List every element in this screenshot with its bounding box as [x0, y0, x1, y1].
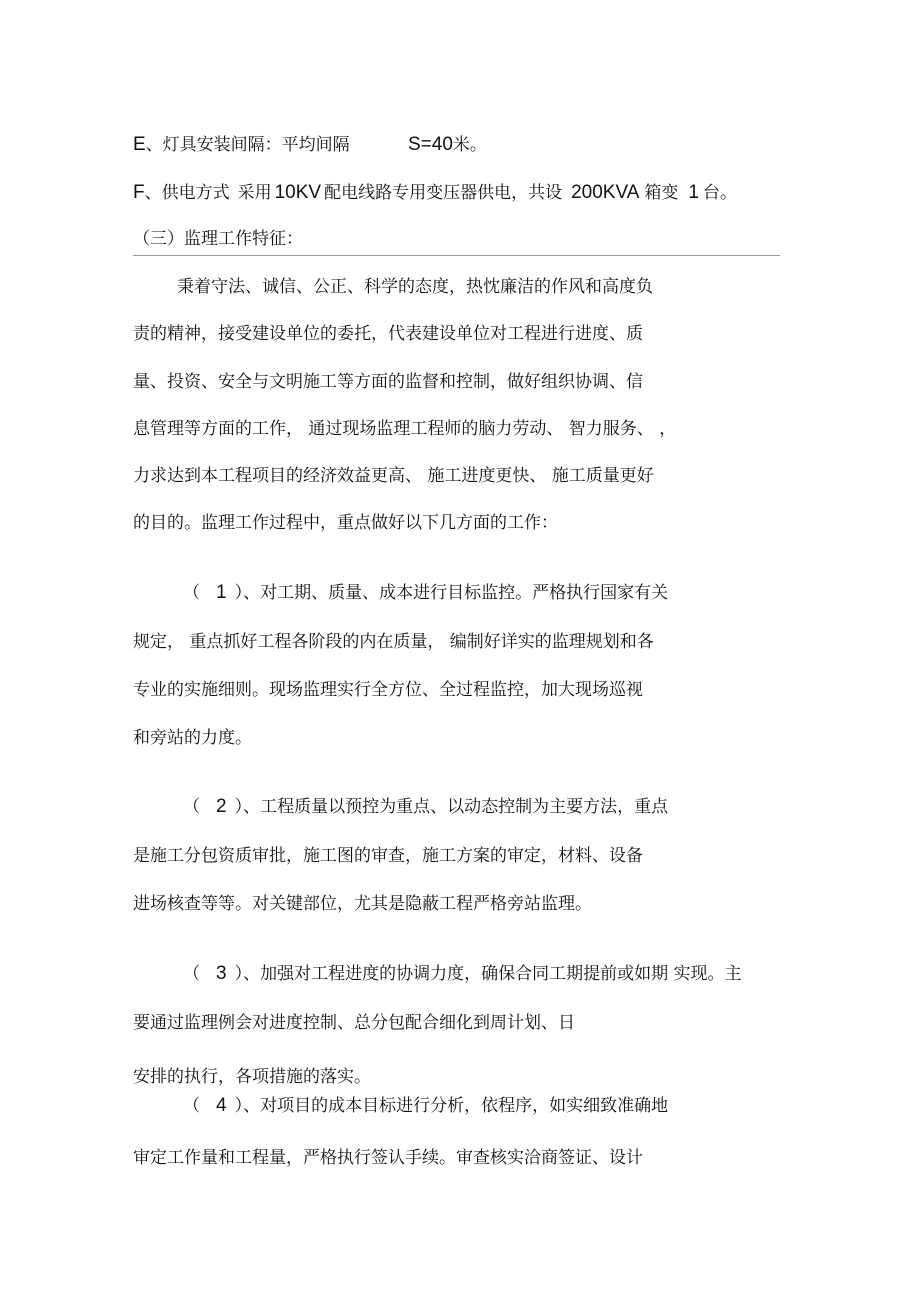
spec-f-text-2: 采用	[237, 183, 272, 203]
spec-f-capacity: 200KVA	[571, 182, 640, 203]
spec-f-text-1: 、供电方式	[144, 183, 230, 203]
item-3-close-paren: ）	[234, 964, 244, 984]
item-3-number: 3	[216, 963, 227, 984]
item-2-line-2: 是施工分包资质审批，施工图的审查，施工方案的审定，材料、设备	[133, 846, 643, 866]
item-1-close-paren: ）	[234, 583, 244, 603]
item-1-line-4: 和旁站的力度。	[133, 728, 252, 748]
item-1-first-text: 、对工期、质量、成本进行目标监控。严格执行国家有关	[243, 583, 669, 603]
spec-e-value: S=40	[408, 134, 453, 155]
spec-f-label: F	[133, 182, 145, 203]
section-heading: （三）监理工作特征：	[133, 229, 303, 249]
item-2-close-paren: ）	[234, 797, 244, 817]
intro-line-5: 力求达到本工程项目的经济效益更高、 施工进度更快、 施工质量更好	[133, 466, 654, 486]
spec-e-unit: 米。	[452, 135, 487, 155]
item-3-first-line	[183, 963, 741, 985]
spec-f-text-3: 配电线路专用变压器供电，共设	[324, 183, 563, 203]
item-3-first-text: 、加强对工程进度的协调力度，确保合同工期提前或如期 实现。主	[243, 964, 742, 984]
item-2-first-line	[183, 796, 668, 818]
item-4-close-paren: ）	[234, 1096, 244, 1116]
item-1-number: 1	[216, 582, 227, 603]
item-4-open-paren: （	[183, 1096, 200, 1116]
item-4-number: 4	[216, 1095, 227, 1116]
spec-f-text-4: 箱变	[644, 183, 679, 203]
item-2-number: 2	[216, 796, 227, 817]
item-2-line-3: 进场核查等等。对关键部位，尤其是隐蔽工程严格旁站监理。	[133, 894, 592, 914]
spec-e-value-group	[408, 134, 487, 156]
item-4-first-text: 、对项目的成本目标进行分析，依程序，如实细致准确地	[243, 1096, 669, 1116]
intro-line-2: 责的精神，接受建设单位的委托，代表建设单位对工程进行进度、质	[133, 324, 643, 344]
item-1-line-2: 规定， 重点抓好工程各阶段的内在质量， 编制好详实的监理规划和各	[133, 632, 654, 652]
item-3-line-3: 安排的执行，各项措施的落实。	[133, 1067, 371, 1087]
spec-f-count: 1	[688, 182, 699, 203]
spec-e-text: 、灯具安装间隔：平均间隔	[145, 135, 350, 155]
item-4-first-line	[183, 1095, 668, 1117]
spec-f-text-5: 台。	[702, 183, 737, 203]
item-2-first-text: 、工程质量以预控为重点、以动态控制为主要方法，重点	[243, 797, 669, 817]
spec-e-label: E	[133, 134, 146, 155]
item-1-open-paren: （	[183, 583, 200, 603]
item-3-line-2: 要通过监理例会对进度控制、总分包配合细化到周计划、日	[133, 1013, 575, 1033]
item-2-open-paren: （	[183, 797, 200, 817]
intro-line-6: 的目的。监理工作过程中，重点做好以下几方面的工作：	[133, 513, 558, 533]
item-1-line-3: 专业的实施细则。现场监理实行全方位、全过程监控，加大现场巡视	[133, 680, 643, 700]
spec-f-line	[133, 182, 737, 204]
intro-line-1: 秉着守法、诚信、公正、科学的态度，热忱廉洁的作风和高度负	[177, 277, 653, 297]
item-3-open-paren: （	[183, 964, 200, 984]
spec-e-line	[133, 134, 350, 156]
spec-f-voltage: 10KV	[274, 182, 322, 203]
header-divider	[133, 255, 780, 256]
item-1-first-line	[183, 582, 668, 604]
intro-line-3: 量、投资、安全与文明施工等方面的监督和控制，做好组织协调、信	[133, 372, 643, 392]
intro-line-4: 息管理等方面的工作， 通过现场监理工程师的脑力劳动、 智力服务、 ，	[133, 419, 677, 439]
item-4-line-2: 审定工作量和工程量，严格执行签认手续。审查核实洽商签证、设计	[133, 1148, 643, 1168]
